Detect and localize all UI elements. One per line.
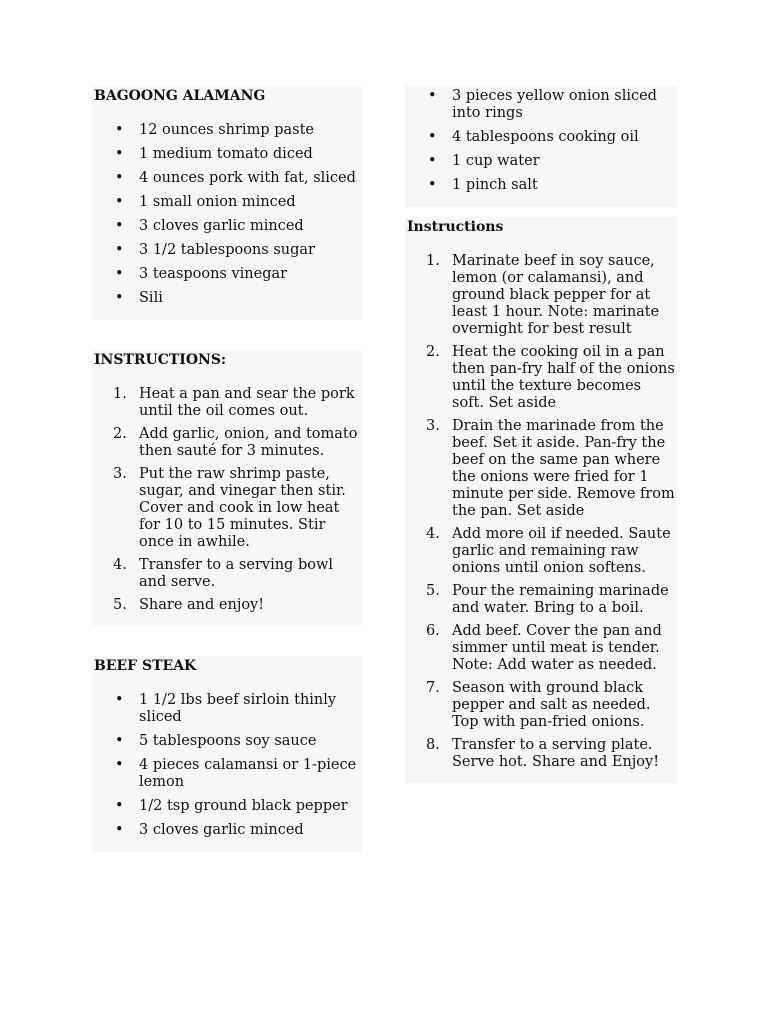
step-text: Transfer to a serving bowl and serve. bbox=[139, 557, 334, 590]
step-text: Pour the remaining marinade and water. Bring to a boil. bbox=[452, 583, 669, 616]
ingredient-item: • 12 ounces shrimp paste bbox=[92, 122, 362, 139]
beef-steak-ingredient-list bbox=[92, 675, 362, 852]
ingredient-item: • 1 pinch salt bbox=[405, 177, 677, 194]
beef-steak-title: BEEF STEAK bbox=[94, 658, 197, 674]
instruction-step bbox=[405, 737, 677, 771]
ingredient-item: • 3 pieces yellow onion sliced into rings bbox=[405, 88, 677, 122]
instruction-step bbox=[405, 526, 677, 577]
step-number: 5. bbox=[113, 597, 127, 613]
step-text: Transfer to a serving plate. Serve hot. Share and Enjoy! bbox=[452, 737, 660, 770]
step-number: 4. bbox=[113, 557, 127, 573]
beef-steak-ingredients-block bbox=[92, 656, 362, 852]
step-number: 8. bbox=[426, 737, 440, 753]
beef-steak-ingredients-continued-block bbox=[405, 86, 677, 207]
step-number: 2. bbox=[113, 426, 127, 442]
step-number: 6. bbox=[426, 623, 440, 639]
instruction-step bbox=[92, 557, 362, 591]
step-number: 3. bbox=[426, 418, 440, 434]
beef-steak-instruction-list bbox=[405, 236, 677, 783]
instruction-step bbox=[405, 583, 677, 617]
ingredient-item: • 3 cloves garlic minced bbox=[92, 822, 362, 839]
step-text: Season with ground black pepper and salt as needed. Top with pan-fried onions. bbox=[452, 680, 651, 730]
ingredient-item: • 1 cup water bbox=[405, 153, 677, 170]
step-text: Drain the marinade from the beef. Set it aside. Pan-fry the beef on the same pan where the onions were fried for 1 minute per side. Remove from the pan. Set aside bbox=[452, 418, 675, 519]
step-text: Put the raw shrimp paste, sugar, and vinegar then stir. Cover and cook in low heat for 10 to 15 minutes. Stir once in awhile. bbox=[139, 466, 346, 550]
instruction-step bbox=[92, 466, 362, 551]
beef-steak-instructions-block bbox=[405, 217, 677, 783]
beef-steak-instructions-title: Instructions bbox=[407, 219, 504, 235]
instruction-step bbox=[405, 418, 677, 520]
instruction-step bbox=[405, 344, 677, 412]
ingredient-item: • 1 1/2 lbs beef sirloin thinly sliced bbox=[92, 692, 362, 726]
step-text: Add beef. Cover the pan and simmer until meat is tender. Note: Add water as needed. bbox=[452, 623, 662, 673]
beef-steak-ingredient-list-continued bbox=[405, 86, 677, 207]
bagoong-ingredients-block bbox=[92, 86, 362, 320]
ingredient-item: • 5 tablespoons soy sauce bbox=[92, 733, 362, 750]
bagoong-instructions-block bbox=[92, 350, 362, 626]
step-text: Share and enjoy! bbox=[139, 597, 265, 613]
instruction-step bbox=[92, 597, 362, 614]
step-text: Heat the cooking oil in a pan then pan-fry half of the onions until the texture becomes soft. Set aside bbox=[452, 344, 675, 411]
step-text: Add garlic, onion, and tomato then sauté for 3 minutes. bbox=[139, 426, 358, 459]
bagoong-instructions-title: INSTRUCTIONS: bbox=[94, 352, 227, 368]
bagoong-title: BAGOONG ALAMANG bbox=[94, 88, 266, 104]
ingredient-item: • 1/2 tsp ground black pepper bbox=[92, 798, 362, 815]
step-text: Marinate beef in soy sauce, lemon (or calamansi), and ground black pepper for at least 1 hour. Note: marinate overnight for best result bbox=[452, 253, 660, 337]
instruction-step bbox=[405, 623, 677, 674]
instruction-step bbox=[92, 426, 362, 460]
ingredient-item: • 3 1/2 tablespoons sugar bbox=[92, 242, 362, 259]
ingredient-item: • 4 pieces calamansi or 1-piece lemon bbox=[92, 757, 362, 791]
left-column bbox=[92, 86, 362, 852]
step-text: Heat a pan and sear the pork until the oil comes out. bbox=[139, 386, 355, 419]
step-number: 7. bbox=[426, 680, 440, 696]
ingredient-item: • 1 medium tomato diced bbox=[92, 146, 362, 163]
step-number: 4. bbox=[426, 526, 440, 542]
step-number: 2. bbox=[426, 344, 440, 360]
ingredient-item: • Sili bbox=[92, 290, 362, 307]
step-number: 5. bbox=[426, 583, 440, 599]
instruction-step bbox=[405, 680, 677, 731]
step-number: 1. bbox=[426, 253, 440, 269]
ingredient-item: • 3 teaspoons vinegar bbox=[92, 266, 362, 283]
bagoong-instruction-list bbox=[92, 369, 362, 626]
ingredient-item: • 4 ounces pork with fat, sliced bbox=[92, 170, 362, 187]
instruction-step bbox=[92, 386, 362, 420]
right-column bbox=[405, 86, 677, 783]
step-text: Add more oil if needed. Saute garlic and remaining raw onions until onion softens. bbox=[452, 526, 671, 576]
ingredient-item: • 3 cloves garlic minced bbox=[92, 218, 362, 235]
step-number: 3. bbox=[113, 466, 127, 482]
bagoong-ingredient-list bbox=[92, 105, 362, 320]
step-number: 1. bbox=[113, 386, 127, 402]
ingredient-item: • 4 tablespoons cooking oil bbox=[405, 129, 677, 146]
instruction-step bbox=[405, 253, 677, 338]
ingredient-item: • 1 small onion minced bbox=[92, 194, 362, 211]
